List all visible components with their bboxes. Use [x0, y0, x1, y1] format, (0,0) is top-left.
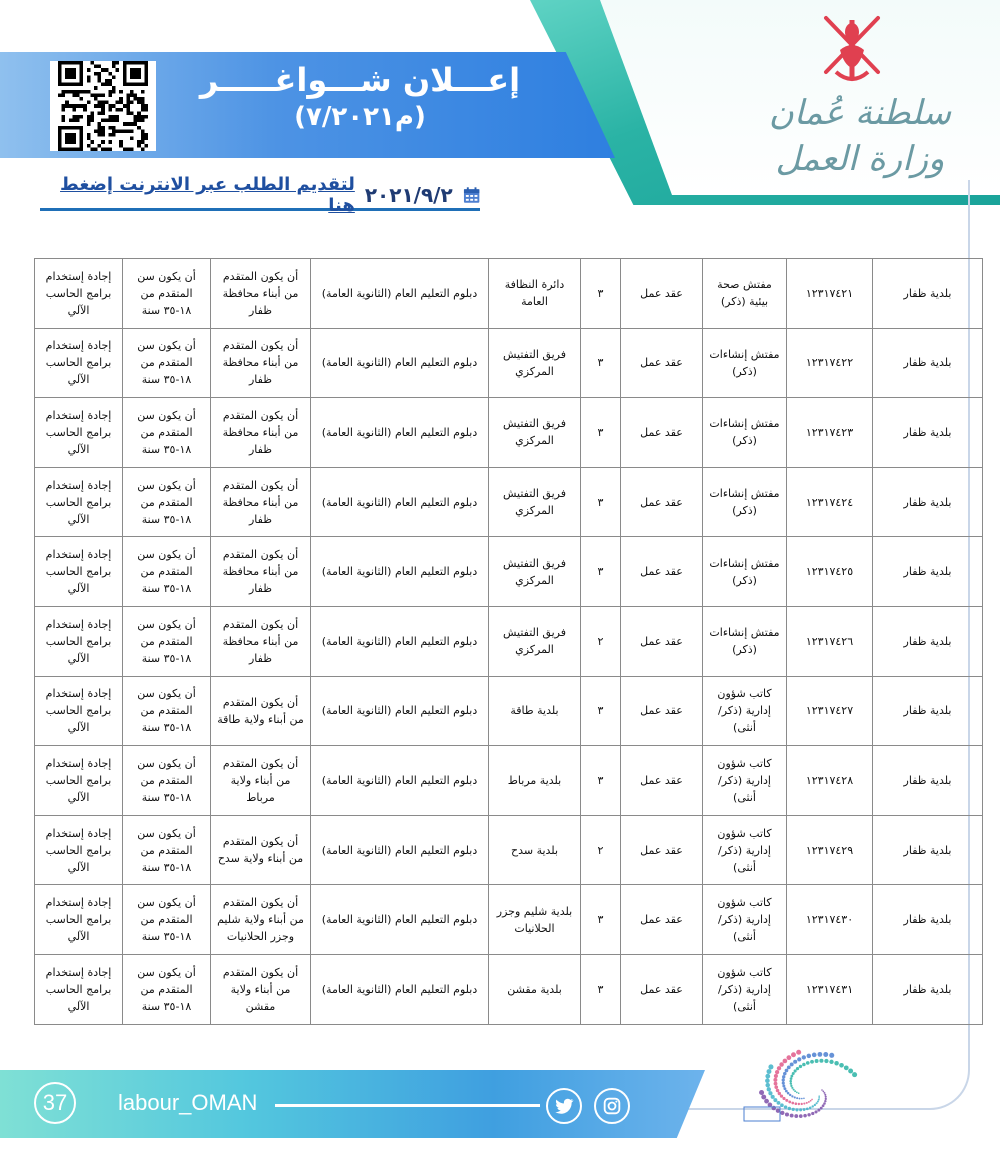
cell-department: بلدية طاقة [489, 676, 581, 746]
cell-municipality: بلدية ظفار [873, 537, 983, 607]
cell-qualification: دبلوم التعليم العام (الثانوية العامة) [311, 815, 489, 885]
cell-municipality: بلدية ظفار [873, 815, 983, 885]
cell-computer-skills: إجادة إستخدام برامج الحاسب الآلي [35, 885, 123, 955]
cell-age-requirement: أن يكون سن المتقدم من ١٨-٣٥ سنة [123, 467, 211, 537]
table-row [35, 815, 983, 885]
cell-municipality: بلدية ظفار [873, 328, 983, 398]
cell-job-title: مفتش إنشاءات (ذكر) [703, 606, 787, 676]
cell-vacancies: ٣ [581, 676, 621, 746]
cell-job-title: مفتش صحة بيئية (ذكر) [703, 259, 787, 329]
deadline-date: ٢٠٢١/٩/٢ [364, 183, 453, 207]
page-title: إعـــلان شـــواغـــــر [199, 61, 521, 99]
cell-job-title: كاتب شؤون إدارية (ذكر/أنثى) [703, 885, 787, 955]
cell-computer-skills: إجادة إستخدام برامج الحاسب الآلي [35, 328, 123, 398]
cell-computer-skills: إجادة إستخدام برامج الحاسب الآلي [35, 676, 123, 746]
cell-qualification: دبلوم التعليم العام (الثانوية العامة) [311, 885, 489, 955]
cell-job-code: ١٢٣١٧٤٢٧ [787, 676, 873, 746]
cell-qualification: دبلوم التعليم العام (الثانوية العامة) [311, 746, 489, 816]
cell-residence-requirement: أن يكون المتقدم من أبناء محافظة ظفار [211, 259, 311, 329]
cell-vacancies: ٢ [581, 815, 621, 885]
cell-contract-type: عقد عمل [621, 259, 703, 329]
cell-department: فريق التفتيش المركزي [489, 467, 581, 537]
cell-job-title: مفتش إنشاءات (ذكر) [703, 328, 787, 398]
cell-municipality: بلدية ظفار [873, 606, 983, 676]
cell-department: فريق التفتيش المركزي [489, 328, 581, 398]
cell-qualification: دبلوم التعليم العام (الثانوية العامة) [311, 954, 489, 1024]
vacancies-table-body [35, 259, 983, 1025]
cell-contract-type: عقد عمل [621, 676, 703, 746]
cell-computer-skills: إجادة إستخدام برامج الحاسب الآلي [35, 815, 123, 885]
cell-job-code: ١٢٣١٧٤٢٥ [787, 537, 873, 607]
announcement-title [170, 60, 550, 134]
cell-age-requirement: أن يكون سن المتقدم من ١٨-٣٥ سنة [123, 815, 211, 885]
cell-contract-type: عقد عمل [621, 398, 703, 468]
cell-job-code: ١٢٣١٧٤٢٣ [787, 398, 873, 468]
cell-contract-type: عقد عمل [621, 954, 703, 1024]
cell-job-code: ١٢٣١٧٤٢٨ [787, 746, 873, 816]
social-handle[interactable]: labour_OMAN [118, 1090, 258, 1115]
page-subtitle: (م٧/٢٠٢١) [294, 102, 426, 132]
cell-qualification: دبلوم التعليم العام (الثانوية العامة) [311, 467, 489, 537]
cell-vacancies: ٣ [581, 398, 621, 468]
cell-department: فريق التفتيش المركزي [489, 537, 581, 607]
cell-contract-type: عقد عمل [621, 815, 703, 885]
cell-job-title: كاتب شؤون إدارية (ذكر/أنثى) [703, 815, 787, 885]
cell-residence-requirement: أن يكون المتقدم من أبناء محافظة ظفار [211, 606, 311, 676]
cell-age-requirement: أن يكون سن المتقدم من ١٨-٣٥ سنة [123, 537, 211, 607]
cell-age-requirement: أن يكون سن المتقدم من ١٨-٣٥ سنة [123, 885, 211, 955]
cell-qualification: دبلوم التعليم العام (الثانوية العامة) [311, 259, 489, 329]
cell-contract-type: عقد عمل [621, 885, 703, 955]
cell-job-code: ١٢٣١٧٤٣٠ [787, 885, 873, 955]
cell-qualification: دبلوم التعليم العام (الثانوية العامة) [311, 537, 489, 607]
table-row [35, 328, 983, 398]
cell-job-title: كاتب شؤون إدارية (ذكر/أنثى) [703, 676, 787, 746]
cell-job-code: ١٢٣١٧٤٢٤ [787, 467, 873, 537]
cell-contract-type: عقد عمل [621, 467, 703, 537]
cell-computer-skills: إجادة إستخدام برامج الحاسب الآلي [35, 606, 123, 676]
cell-job-title: كاتب شؤون إدارية (ذكر/أنثى) [703, 746, 787, 816]
apply-bar [40, 174, 480, 216]
cell-municipality: بلدية ظفار [873, 746, 983, 816]
cell-computer-skills: إجادة إستخدام برامج الحاسب الآلي [35, 259, 123, 329]
cell-computer-skills: إجادة إستخدام برامج الحاسب الآلي [35, 467, 123, 537]
calendar-icon [463, 186, 480, 204]
cell-computer-skills: إجادة إستخدام برامج الحاسب الآلي [35, 746, 123, 816]
cell-residence-requirement: أن يكون المتقدم من أبناء محافظة ظفار [211, 537, 311, 607]
cell-contract-type: عقد عمل [621, 606, 703, 676]
table-row [35, 398, 983, 468]
cell-residence-requirement: أن يكون المتقدم من أبناء ولاية مقشن [211, 954, 311, 1024]
cell-vacancies: ٣ [581, 537, 621, 607]
cell-computer-skills: إجادة إستخدام برامج الحاسب الآلي [35, 954, 123, 1024]
cell-residence-requirement: أن يكون المتقدم من أبناء ولاية طاقة [211, 676, 311, 746]
cell-vacancies: ٣ [581, 328, 621, 398]
cell-vacancies: ٣ [581, 467, 621, 537]
cell-department: بلدية شليم وجزر الحلانيات [489, 885, 581, 955]
cell-qualification: دبلوم التعليم العام (الثانوية العامة) [311, 606, 489, 676]
cell-municipality: بلدية ظفار [873, 467, 983, 537]
cell-qualification: دبلوم التعليم العام (الثانوية العامة) [311, 676, 489, 746]
table-row [35, 259, 983, 329]
cell-job-title: مفتش إنشاءات (ذكر) [703, 537, 787, 607]
vacancies-table [34, 258, 983, 1025]
cell-vacancies: ٣ [581, 259, 621, 329]
apply-online-link[interactable]: لتقديم الطلب عبر الانترنت إضغط هنا [60, 174, 355, 216]
twitter-icon[interactable] [546, 1088, 582, 1124]
cell-residence-requirement: أن يكون المتقدم من أبناء ولاية مرباط [211, 746, 311, 816]
cell-job-code: ١٢٣١٧٤٣١ [787, 954, 873, 1024]
cell-age-requirement: أن يكون سن المتقدم من ١٨-٣٥ سنة [123, 954, 211, 1024]
cell-department: بلدية سدح [489, 815, 581, 885]
cell-contract-type: عقد عمل [621, 746, 703, 816]
instagram-icon[interactable] [594, 1088, 630, 1124]
table-row [35, 676, 983, 746]
cell-computer-skills: إجادة إستخدام برامج الحاسب الآلي [35, 398, 123, 468]
cell-municipality: بلدية ظفار [873, 885, 983, 955]
table-row [35, 467, 983, 537]
cell-department: فريق التفتيش المركزي [489, 606, 581, 676]
cell-contract-type: عقد عمل [621, 328, 703, 398]
cell-vacancies: ٣ [581, 885, 621, 955]
cell-job-code: ١٢٣١٧٤٢٩ [787, 815, 873, 885]
cell-job-code: ١٢٣١٧٤٢٦ [787, 606, 873, 676]
page-number: 37 [34, 1082, 76, 1124]
table-row [35, 537, 983, 607]
table-row [35, 885, 983, 955]
cell-municipality: بلدية ظفار [873, 954, 983, 1024]
cell-vacancies: ٣ [581, 954, 621, 1024]
cell-job-code: ١٢٣١٧٤٢٢ [787, 328, 873, 398]
table-row [35, 606, 983, 676]
oman-vision-2040-logo [740, 1045, 910, 1140]
cell-contract-type: عقد عمل [621, 537, 703, 607]
cell-residence-requirement: أن يكون المتقدم من أبناء محافظة ظفار [211, 398, 311, 468]
qr-code-icon[interactable] [50, 61, 156, 151]
oman-emblem-icon [812, 10, 892, 88]
cell-residence-requirement: أن يكون المتقدم من أبناء ولاية سدح [211, 815, 311, 885]
cell-vacancies: ٣ [581, 746, 621, 816]
cell-department: بلدية مرباط [489, 746, 581, 816]
cell-municipality: بلدية ظفار [873, 398, 983, 468]
cell-qualification: دبلوم التعليم العام (الثانوية العامة) [311, 328, 489, 398]
cell-age-requirement: أن يكون سن المتقدم من ١٨-٣٥ سنة [123, 746, 211, 816]
table-row [35, 746, 983, 816]
cell-municipality: بلدية ظفار [873, 676, 983, 746]
cell-municipality: بلدية ظفار [873, 259, 983, 329]
cell-residence-requirement: أن يكون المتقدم من أبناء ولاية شليم وجزر الحلانيات [211, 885, 311, 955]
ministry-logo-text [760, 90, 960, 182]
cell-age-requirement: أن يكون سن المتقدم من ١٨-٣٥ سنة [123, 259, 211, 329]
ministry-line-2: وزارة العمل [775, 139, 945, 179]
cell-qualification: دبلوم التعليم العام (الثانوية العامة) [311, 398, 489, 468]
cell-vacancies: ٢ [581, 606, 621, 676]
cell-computer-skills: إجادة إستخدام برامج الحاسب الآلي [35, 537, 123, 607]
cell-job-title: مفتش إنشاءات (ذكر) [703, 467, 787, 537]
cell-age-requirement: أن يكون سن المتقدم من ١٨-٣٥ سنة [123, 328, 211, 398]
cell-residence-requirement: أن يكون المتقدم من أبناء محافظة ظفار [211, 467, 311, 537]
cell-job-code: ١٢٣١٧٤٢١ [787, 259, 873, 329]
footer-divider [275, 1104, 540, 1107]
table-row [35, 954, 983, 1024]
vacancies-table-wrap [34, 258, 962, 1025]
cell-age-requirement: أن يكون سن المتقدم من ١٨-٣٥ سنة [123, 676, 211, 746]
cell-job-title: مفتش إنشاءات (ذكر) [703, 398, 787, 468]
cell-age-requirement: أن يكون سن المتقدم من ١٨-٣٥ سنة [123, 606, 211, 676]
cell-department: فريق التفتيش المركزي [489, 398, 581, 468]
cell-residence-requirement: أن يكون المتقدم من أبناء محافظة ظفار [211, 328, 311, 398]
cell-age-requirement: أن يكون سن المتقدم من ١٨-٣٥ سنة [123, 398, 211, 468]
ministry-line-1: سلطنة عُمان [768, 93, 952, 133]
cell-job-title: كاتب شؤون إدارية (ذكر/أنثى) [703, 954, 787, 1024]
cell-department: دائرة النظافة العامة [489, 259, 581, 329]
cell-department: بلدية مقشن [489, 954, 581, 1024]
